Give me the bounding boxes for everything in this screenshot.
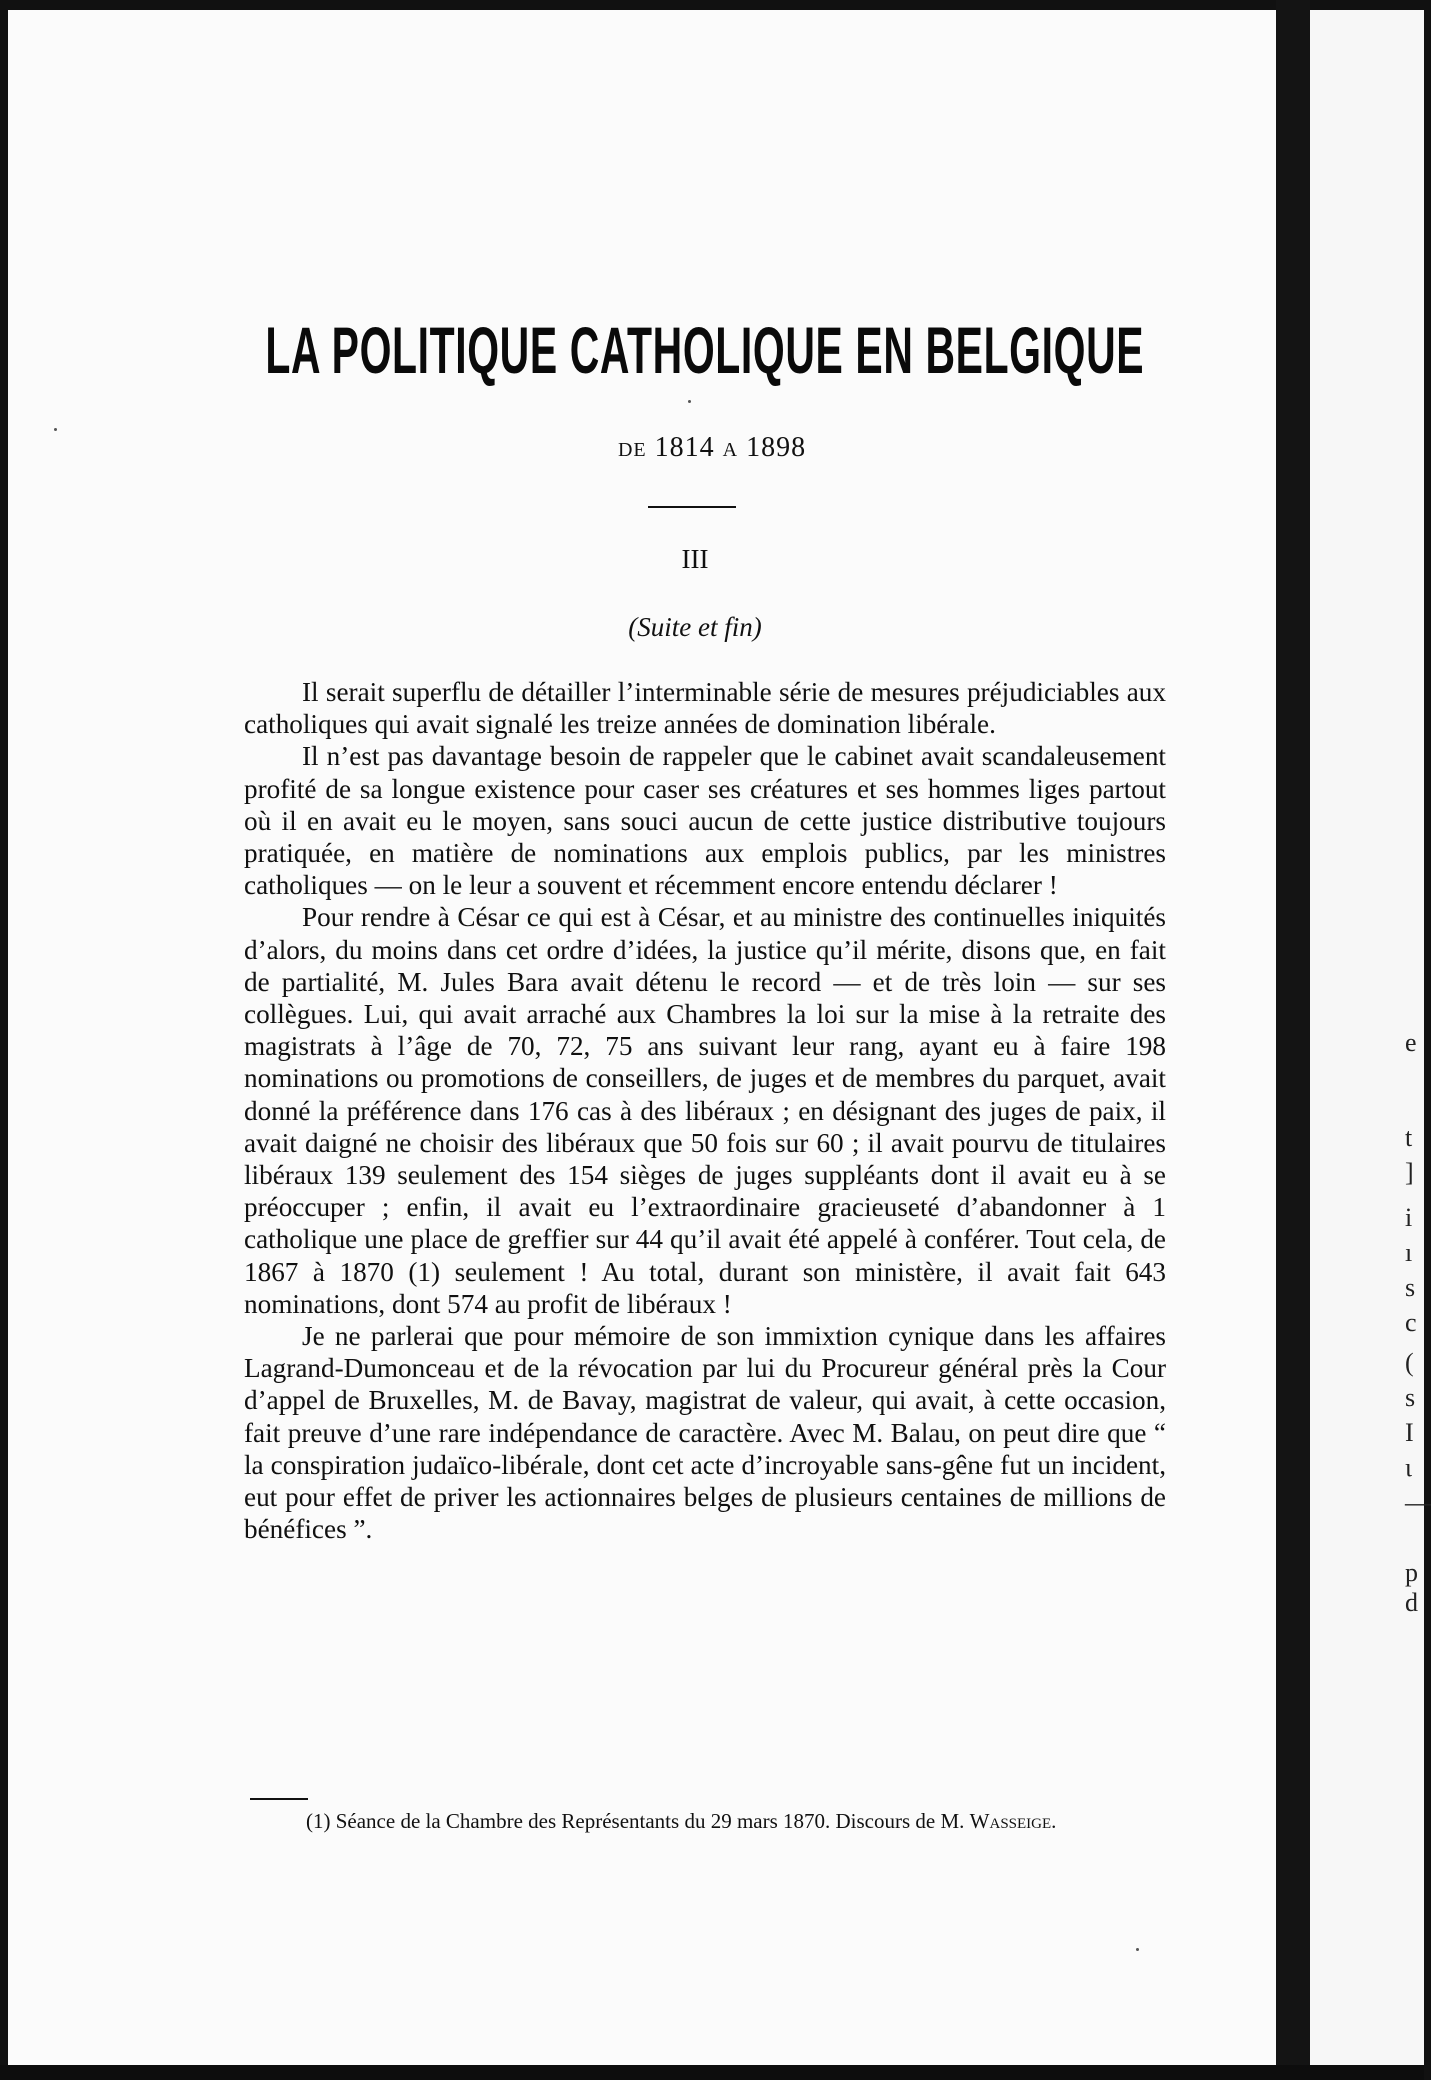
footnote <box>250 1794 1180 1836</box>
article-title: LA POLITIQUE CATHOLIQUE EN BELGIQUE <box>265 313 1145 387</box>
edge-fragment: ι <box>1405 1453 1412 1482</box>
edge-fragment: i <box>1405 1203 1413 1232</box>
edge-fragment: I <box>1405 1418 1414 1447</box>
edge-fragment: e <box>1405 1028 1417 1057</box>
edge-fragment: t <box>1405 1123 1413 1152</box>
section-note <box>0 612 1390 643</box>
footnote-text: (1) Séance de la Chambre des Représentants du 29 mars 1870. Discours de M. <box>306 1809 965 1833</box>
edge-fragment: p <box>1405 1558 1418 1587</box>
section-number: III <box>681 544 709 574</box>
section-note-text: (Suite et fin) <box>628 612 762 642</box>
edge-fragment: d <box>1405 1588 1418 1617</box>
subtitle-year-start: 1814 <box>654 432 715 463</box>
paragraph: Pour rendre à César ce qui est à César, et au ministre des continuelles iniquités d’alors, du moins dans cet ordre d’idées, la justice qu’il mérite, disons que, en fait de partialité, M. Jules Bara avait détenu le record — et de très loin — sur ses collègues. Lui, qui avait arraché aux Chambres la loi sur la mise à la retraite des magistrats à l’âge de 70, 72, 75 ans suivant leur rang, ayant eu à faire 198 nominations ou promotions de conseillers, de juges et de membres du parquet, avait donné la préférence dans 176 cas à des libéraux ; en désignant des juges de paix, il avait daigné ne choisir des libéraux que 50 fois sur 60 ; il avait pourvu de titulaires libéraux 139 seulement des 154 sièges de juges suppléants dont il avait eu à se préoccuper ; enfin, il avait eu l’extraordinaire gracieuseté d’abandonner à 1 catholique une place de greffier sur 44 qu’il avait été appelé à conférer. Tout cela, de 1867 à 1870 (1) seulement ! Au total, durant son ministère, il avait fait 643 nominations, dont 574 au profit de libéraux ! <box>244 902 1166 1319</box>
paragraph: Il n’est pas davantage besoin de rappeler que le cabinet avait scandaleusement profité de sa longue existence pour caser ses créatures et ses hommes liges partout où il en avait eu le moyen, sans souci aucun de cette justice distributive toujours pratiquée, en matière de nominations aux emplois publics, par les ministres catholiques — on le leur a souvent et récemment encore entendu déclarer ! <box>244 741 1166 901</box>
paragraph: Je ne parlerai que pour mémoire de son immixtion cynique dans les affaires Lagrand-Dumonceau et de la révocation par lui du Procureur général près la Cour d’appel de Bruxelles, M. de Bavay, magistrat de valeur, qui avait, à cette occasion, fait preuve d’une rare indépendance de caractère. Avec M. Balau, on peut dire que “ la conspiration judaïco-libérale, dont cet acte d’incroyable sans-gêne fut un incident, eut pour effet de priver les actionnaires belges de plusieurs centaines de millions de bénéfices ”. <box>244 1321 1166 1545</box>
edge-fragment: s <box>1405 1383 1416 1412</box>
edge-fragment: — <box>1405 1488 1431 1517</box>
scan-speck <box>54 428 57 431</box>
edge-fragment: c <box>1405 1308 1417 1337</box>
scan-border <box>0 2065 1424 2080</box>
page-gutter <box>1276 0 1310 2080</box>
paragraph: Il serait superflu de détailler l’interminable série de mesures préjudiciables aux catholiques qui avait signalé les treize années de domination libérale. <box>244 677 1166 740</box>
article-subtitle <box>0 432 1424 464</box>
adjacent-page-edge <box>1310 10 1431 2070</box>
subtitle-connector: a <box>722 432 739 463</box>
subtitle-year-end: 1898 <box>746 432 807 463</box>
scan-speck <box>688 400 691 403</box>
edge-fragment: ı <box>1405 1238 1413 1267</box>
subtitle-prefix: de <box>617 432 647 463</box>
scan-speck <box>1136 1948 1139 1951</box>
title-divider <box>648 506 736 508</box>
edge-fragment: ] <box>1405 1158 1414 1187</box>
footnote-author: Wasseige. <box>969 1809 1057 1833</box>
article-body <box>244 676 1166 1545</box>
edge-fragment: s <box>1405 1273 1416 1302</box>
edge-fragment: ( <box>1405 1348 1414 1377</box>
